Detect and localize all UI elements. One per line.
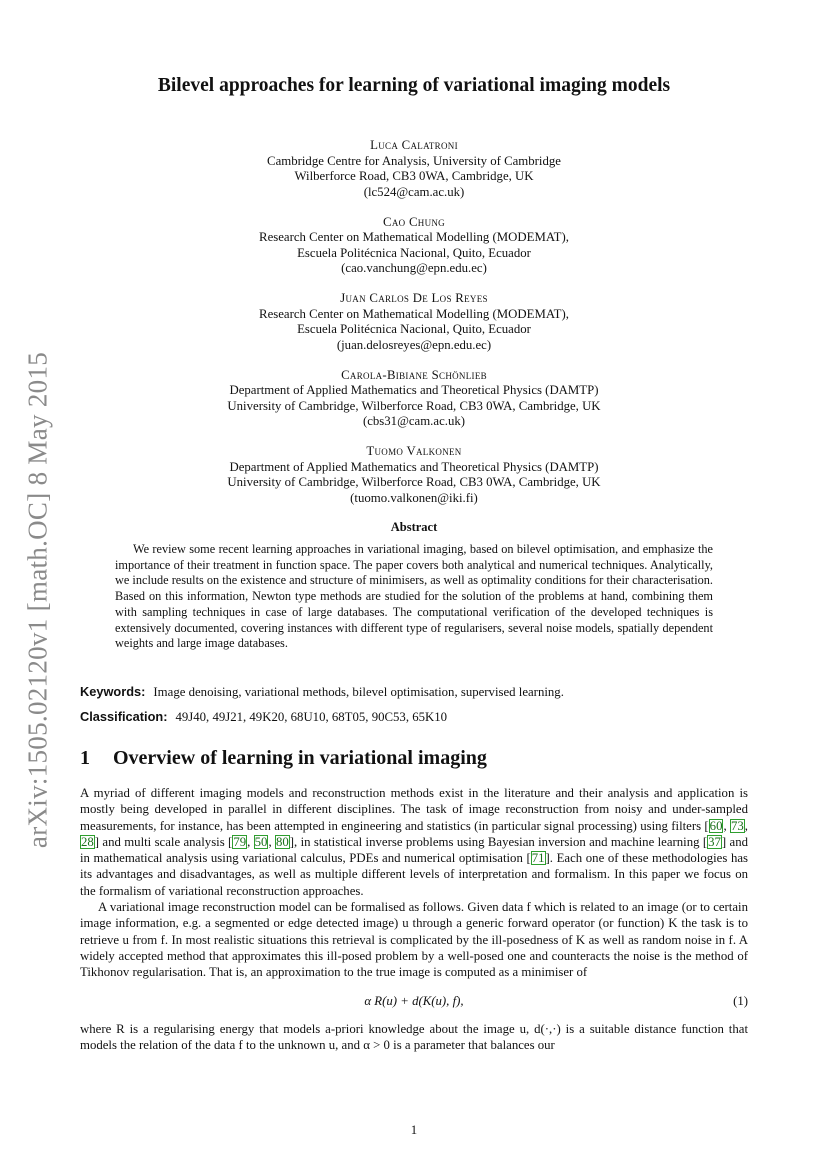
author-block (80, 368, 748, 430)
equation-body: α R(u) + d(K(u), f), (364, 993, 464, 1008)
author-address: Escuela Politécnica Nacional, Quito, Ecuador (297, 322, 531, 336)
classification-line (80, 709, 748, 725)
author-address: University of Cambridge, Wilberforce Road, CB3 0WA, Cambridge, UK (227, 398, 601, 413)
text-run: ]. Each one of these methodologies has its advantages and disadvantages, as well as multiple different levels of interpretation and formalism. In this paper we focus on the formalism of variational reconstruction approaches. (80, 851, 749, 898)
author-affiliation: Department of Applied Mathematics and Theoretical Physics (DAMTP) (229, 383, 599, 397)
citation-link[interactable]: 80 (276, 834, 289, 849)
author-email[interactable]: (lc524@cam.ac.uk) (363, 184, 465, 199)
abstract-text: We review some recent learning approaches in variational imaging, based on bilevel optimisation, and emphasize the importance of their treatment in function space. The paper covers both analytical and numerical techniques. Analytically, we include results on the existence and structure of minimisers, as well as optimality conditions for their characterisation. Based on this information, Newton type methods are studied for the solution of the problems at hand, combining them with sampling techniques in case of large databases. The computational verification of the developed techniques is extensively documented, covering instances with different type of regularisers, several noise models, spatially dependent weights and large image databases. (115, 542, 713, 651)
author-affiliation: Department of Applied Mathematics and Theoretical Physics (DAMTP) (229, 459, 599, 474)
body-text (80, 785, 748, 1053)
author-block (80, 215, 748, 277)
author-block (80, 138, 748, 200)
keywords-line (80, 684, 748, 700)
keywords-value: Image denoising, variational methods, bilevel optimisation, supervised learning. (153, 685, 564, 699)
equation-number: (1) (733, 993, 748, 1008)
text-run: , (723, 818, 730, 833)
author-list (80, 138, 748, 521)
text-run: ] and multi scale analysis [ (94, 834, 233, 849)
text-run: , (247, 834, 254, 849)
paragraph: where R is a regularising energy that models a-priori knowledge about the image u, d(·,·) is a suitable distance function that models the relation of the data f to the unknown u, and α > 0 is a parameter that balances our (80, 1021, 748, 1052)
citation-link[interactable]: 71 (531, 851, 545, 866)
arxiv-side-stamp: arXiv:1505.02120v1 [math.OC] 8 May 2015 (22, 351, 53, 849)
citation-link[interactable]: 79 (233, 834, 247, 849)
citation-link[interactable]: 28 (81, 834, 94, 849)
classification-value: 49J40, 49J21, 49K20, 68U10, 68T05, 90C53, 65K10 (175, 710, 448, 724)
author-address: Escuela Politécnica Nacional, Quito, Ecuador (297, 245, 531, 260)
citation-link[interactable]: 73 (730, 818, 744, 833)
author-affiliation: Research Center on Mathematical Modelling (MODEMAT), (259, 230, 569, 244)
equation (80, 987, 748, 1017)
text-run: , (744, 818, 748, 833)
author-name: Cao Chung (383, 214, 445, 229)
paper-title: Bilevel approaches for learning of variational imaging models (157, 75, 671, 96)
author-affiliation: Cambridge Centre for Analysis, University of Cambridge (267, 153, 561, 168)
author-email[interactable]: (cbs31@cam.ac.uk) (362, 414, 466, 428)
abstract-heading: Abstract (390, 520, 438, 534)
author-email[interactable]: (tuomo.valkonen@iki.fi) (350, 490, 478, 505)
keywords-label: Keywords: (80, 684, 146, 699)
author-name: Carola-Bibiane Schönlieb (341, 367, 487, 382)
author-block (80, 444, 748, 506)
paragraph (80, 785, 748, 899)
page-number: 1 (410, 1123, 418, 1137)
classification-label: Classification: (80, 709, 168, 724)
paragraph: A variational image reconstruction model can be formalised as follows. Given data f which is related to an image (or to certain image information, e.g. a segmented or edge detected image) u through a generic forward operator (or function) K the task is to retrieve u from f. In most realistic situations this retrieval is complicated by the ill-posedness of K as well as random noise in f. A widely accepted method that approximates this ill-posed problem by a well-posed one and counteracts the noise is the method of Tikhonov regularisation. That is, an approximation to the true image is computed as a minimiser of (80, 900, 748, 980)
author-email[interactable]: (juan.delosreyes@epn.edu.ec) (336, 337, 492, 352)
author-name: Luca Calatroni (370, 138, 458, 152)
section-number: 1 (80, 747, 90, 769)
text-run: ] and in mathematical analysis using variational calculus, PDEs and numerical optimisation [ (80, 834, 748, 866)
author-affiliation: Research Center on Mathematical Modelling (MODEMAT), (259, 306, 569, 321)
text-run: , (268, 834, 275, 849)
author-address: Wilberforce Road, CB3 0WA, Cambridge, UK (294, 169, 534, 183)
author-name: Juan Carlos De Los Reyes (340, 291, 488, 305)
text-run: ], in statistical inverse problems using Bayesian inversion and machine learning [ (289, 834, 708, 849)
section-title: Overview of learning in variational imaging (113, 747, 487, 769)
citation-link[interactable]: 60 (709, 818, 723, 833)
section-heading (80, 747, 748, 770)
author-name: Tuomo Valkonen (366, 444, 462, 458)
citation-link[interactable]: 50 (254, 834, 268, 849)
text-run: A myriad of different imaging models and reconstruction methods exist in the literature and their analysis and application is mostly being developed in parallel in different disciplines. The task of image reconstruction from noisy and under-sampled measurements, for instance, has been attempted in engineering and statistics (in particular signal processing) using filters [ (80, 786, 748, 833)
author-address: University of Cambridge, Wilberforce Road, CB3 0WA, Cambridge, UK (227, 475, 601, 489)
citation-link[interactable]: 37 (708, 834, 721, 849)
author-email[interactable]: (cao.vanchung@epn.edu.ec) (341, 261, 487, 275)
author-block (80, 291, 748, 353)
